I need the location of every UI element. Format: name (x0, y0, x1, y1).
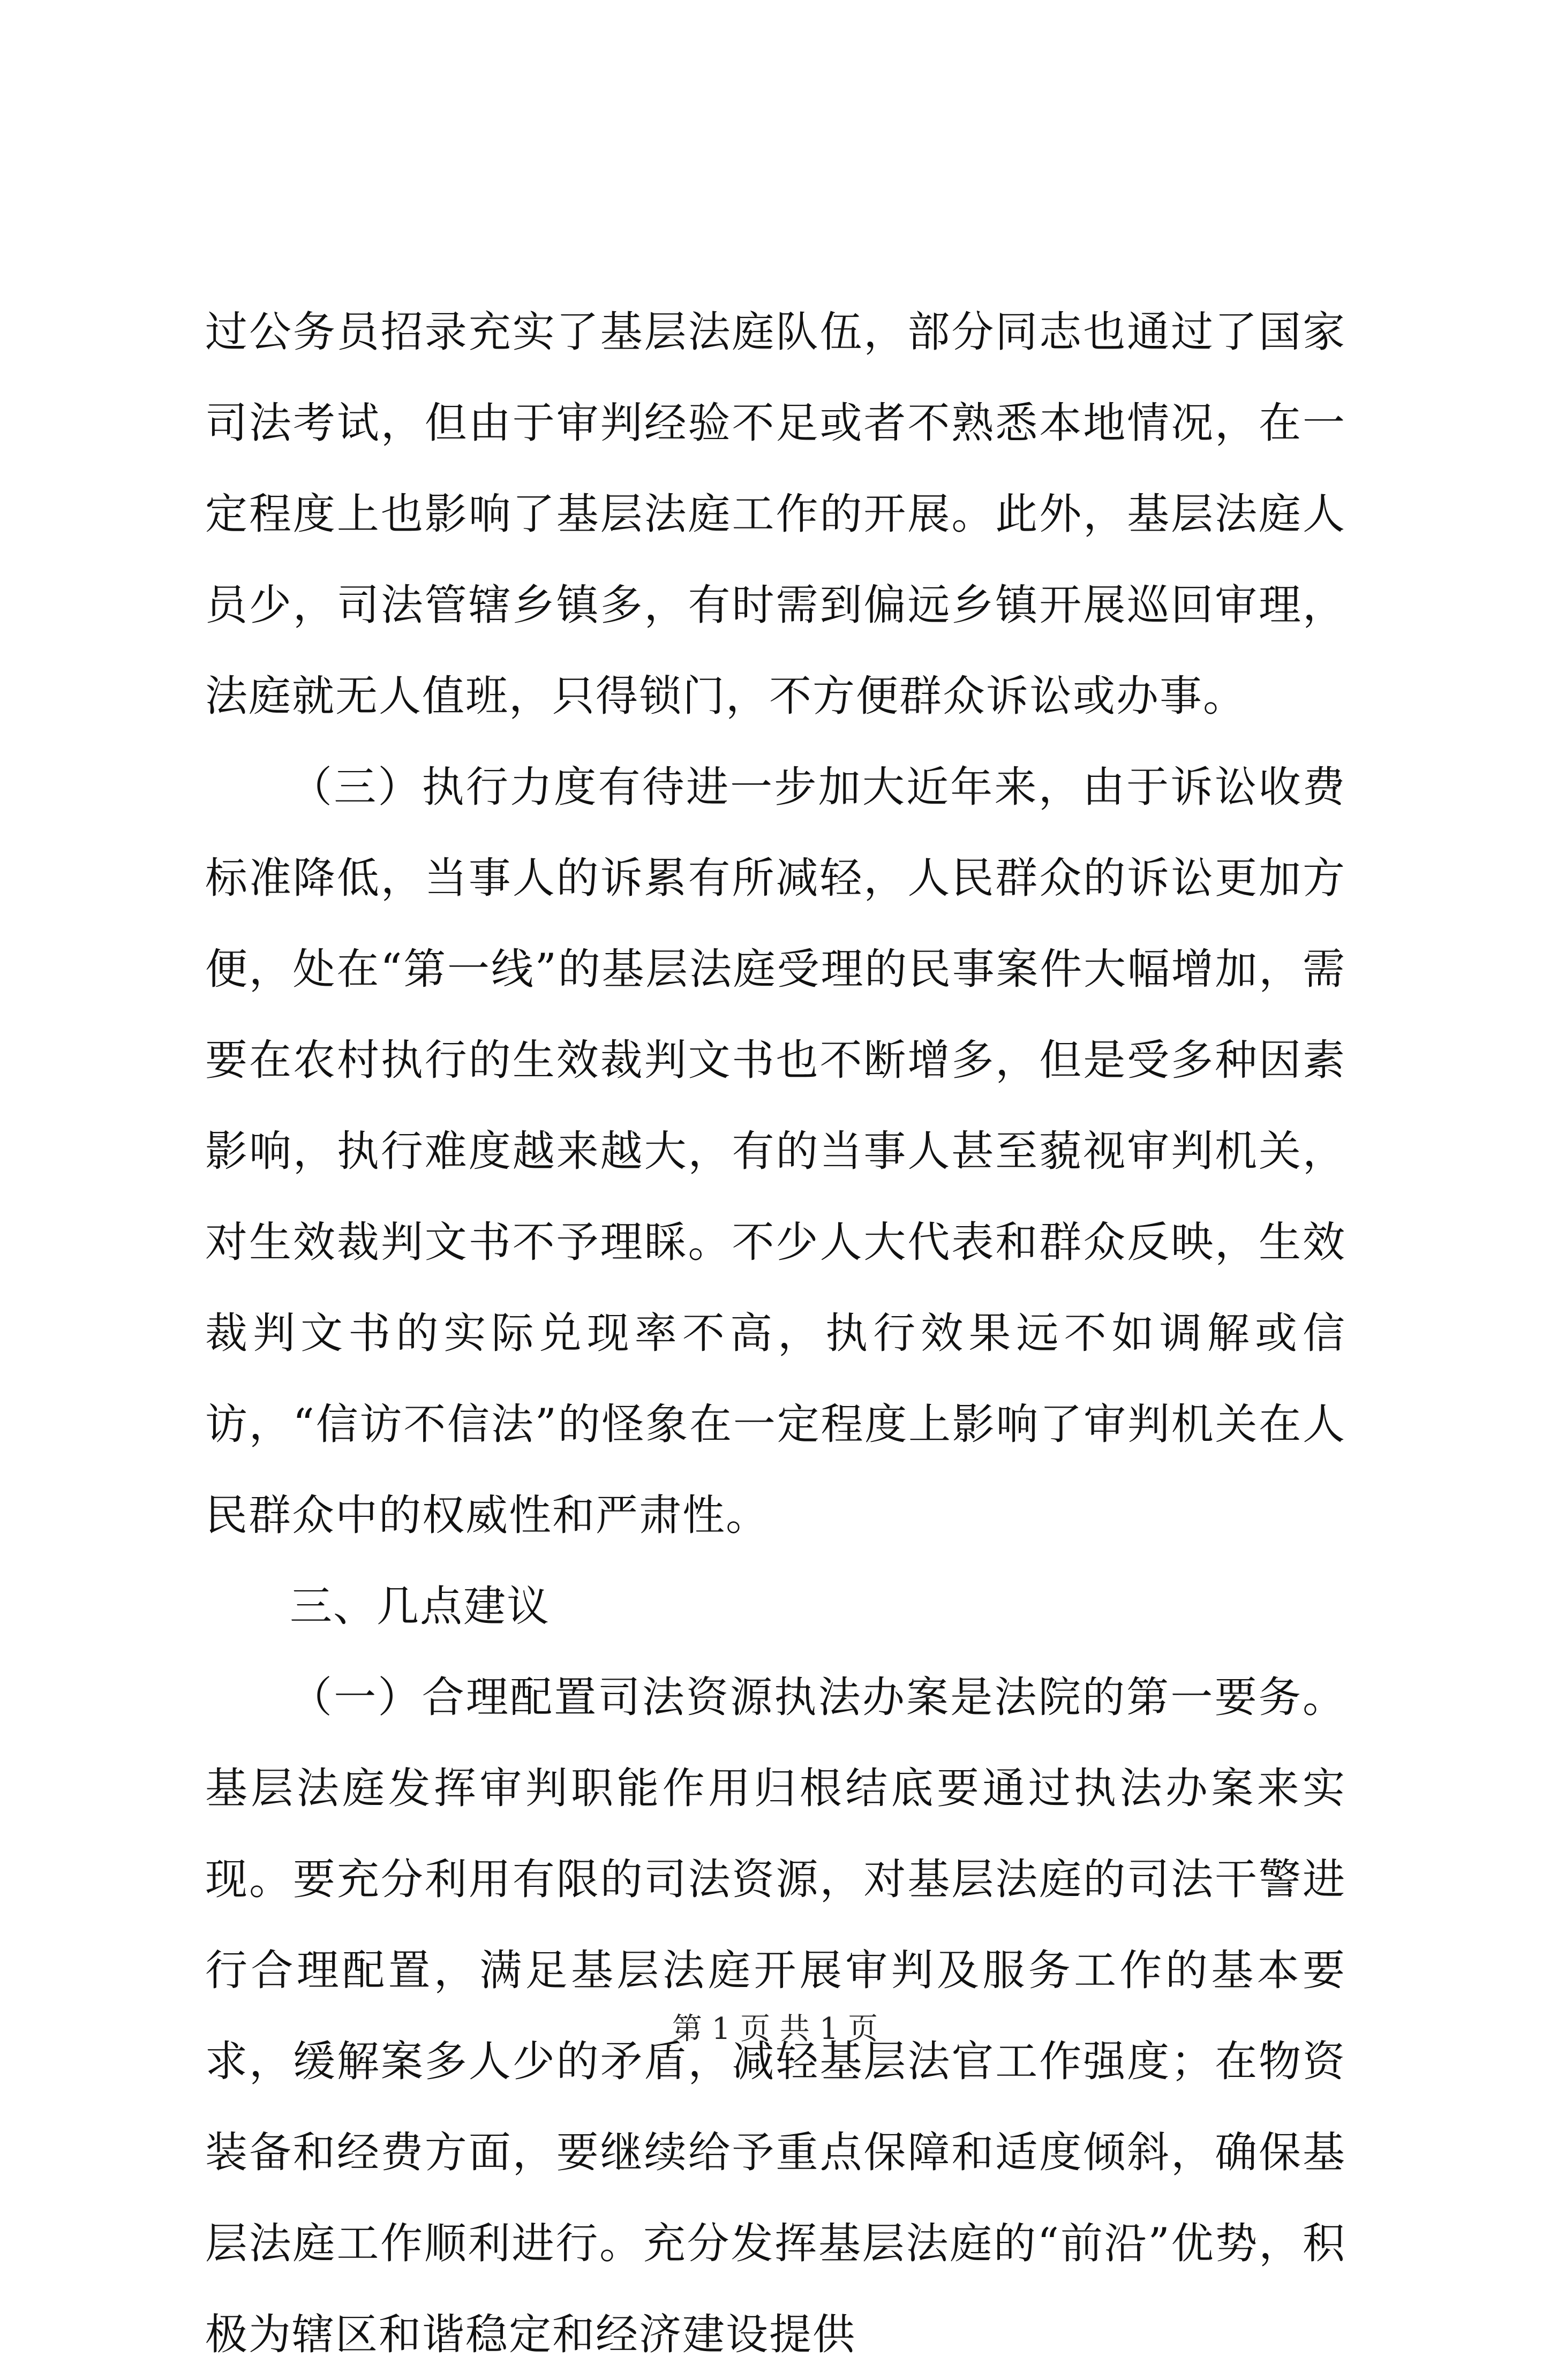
document-body (205, 286, 1346, 2380)
page-number-footer: 第 1 页 共 1 页 (672, 2012, 878, 2046)
paragraph-enforcement: （三）执行力度有待进一步加大近年来，由于诉讼收费标准降低，当事人的诉累有所减轻，人民群众的诉讼更加方便，处在“第一线”的基层法庭受理的民事案件大幅增加，需要在农村执行的生效裁判文书也不断增多，但是受多种因素影响，执行难度越来越大，有的当事人甚至藐视审判机关，对生效裁判文书不予理睬。不少人大代表和群众反映，生效裁判文书的实际兑现率不高，执行效果远不如调解或信访，“信访不信法”的怪象在一定程度上影响了审判机关在人民群众中的权威性和严肃性。 (205, 762, 1346, 1540)
section-heading-suggestions: 三、几点建议 (290, 1582, 550, 1631)
paragraph-continuation: 过公务员招录充实了基层法庭队伍，部分同志也通过了国家司法考试，但由于审判经验不足或者不熟悉本地情况，在一定程度上也影响了基层法庭工作的开展。此外，基层法庭人员少，司法管辖乡镇多，有时需到偏远乡镇开展巡回审理，法庭就无人值班，只得锁门，不方便群众诉讼或办事。 (205, 307, 1346, 721)
paragraph-judicial-resources: （一）合理配置司法资源执法办案是法院的第一要务。基层法庭发挥审判职能作用归根结底要通过执法办案来实现。要充分利用有限的司法资源，对基层法庭的司法干警进行合理配置，满足基层法庭开展审判及服务工作的基本要求，缓解案多人少的矛盾，减轻基层法官工作强度；在物资装备和经费方面，要继续给予重点保障和适度倾斜，确保基层法庭工作顺利进行。充分发挥基层法庭的“前沿”优势，积极为辖区和谐稳定和经济建设提供 (205, 1673, 1346, 2359)
